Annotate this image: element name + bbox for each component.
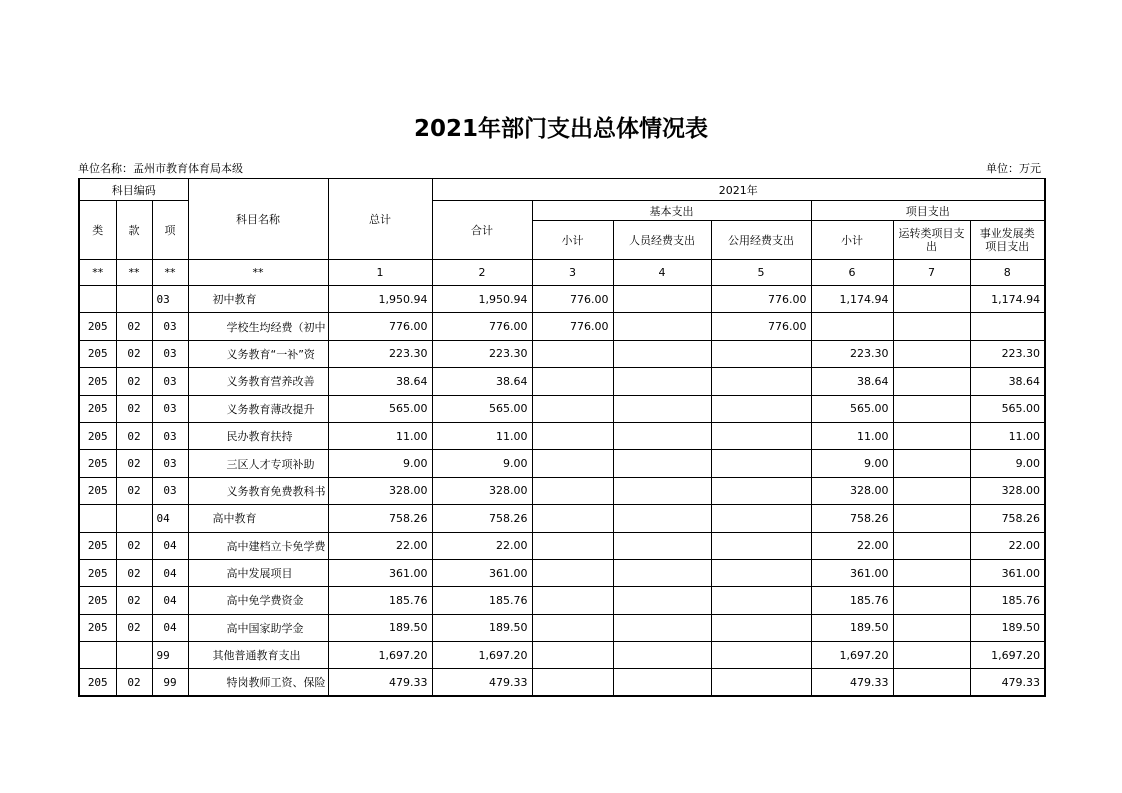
index-cell: 8 — [970, 260, 1045, 286]
cell-basic_sub: 776.00 — [532, 286, 613, 313]
cell-kuan — [116, 505, 152, 532]
cell-total: 223.30 — [328, 340, 432, 367]
cell-lei: 205 — [79, 340, 116, 367]
cell-basic_sub — [532, 587, 613, 614]
cell-kuan: 02 — [116, 368, 152, 395]
cell-sum: 776.00 — [432, 313, 532, 340]
cell-sum: 1,697.20 — [432, 642, 532, 669]
table-row — [79, 395, 1045, 422]
unit-label: 单位：万元 — [986, 162, 1041, 175]
cell-lei — [79, 642, 116, 669]
table-row — [79, 422, 1045, 449]
cell-basic_sub — [532, 340, 613, 367]
cell-transfer — [893, 559, 970, 586]
cell-dev: 565.00 — [970, 395, 1045, 422]
cell-sum: 185.76 — [432, 587, 532, 614]
cell-transfer — [893, 614, 970, 641]
cell-kuan: 02 — [116, 340, 152, 367]
table-row — [79, 286, 1045, 313]
cell-basic_sub — [532, 669, 613, 696]
cell-lei — [79, 286, 116, 313]
cell-xiang: 03 — [152, 368, 188, 395]
cell-xiang: 03 — [152, 340, 188, 367]
index-cell: ** — [188, 260, 328, 286]
cell-basic_sub — [532, 477, 613, 504]
cell-dev: 22.00 — [970, 532, 1045, 559]
cell-xiang: 04 — [152, 559, 188, 586]
cell-dev: 758.26 — [970, 505, 1045, 532]
cell-xiang: 04 — [152, 505, 188, 532]
cell-personnel — [613, 642, 711, 669]
cell-proj_sub — [811, 313, 893, 340]
cell-kuan: 02 — [116, 477, 152, 504]
cell-proj_sub: 189.50 — [811, 614, 893, 641]
header-kuan: 款 — [116, 201, 152, 260]
cell-sum: 758.26 — [432, 505, 532, 532]
cell-proj_sub: 361.00 — [811, 559, 893, 586]
cell-public — [711, 587, 811, 614]
cell-dev — [970, 313, 1045, 340]
cell-name: 义务教育营养改善 — [188, 368, 328, 395]
cell-total: 1,950.94 — [328, 286, 432, 313]
cell-total: 1,697.20 — [328, 642, 432, 669]
header-basic: 基本支出 — [532, 201, 811, 221]
cell-personnel — [613, 286, 711, 313]
table-row — [79, 340, 1045, 367]
header-public: 公用经费支出 — [711, 221, 811, 260]
table-row — [79, 642, 1045, 669]
cell-lei — [79, 505, 116, 532]
cell-proj_sub: 479.33 — [811, 669, 893, 696]
index-cell: 1 — [328, 260, 432, 286]
cell-lei: 205 — [79, 669, 116, 696]
cell-dev: 361.00 — [970, 559, 1045, 586]
cell-transfer — [893, 669, 970, 696]
index-cell: 3 — [532, 260, 613, 286]
cell-lei: 205 — [79, 422, 116, 449]
header-lei: 类 — [79, 201, 116, 260]
cell-transfer — [893, 477, 970, 504]
cell-transfer — [893, 368, 970, 395]
cell-sum: 328.00 — [432, 477, 532, 504]
cell-sum: 11.00 — [432, 422, 532, 449]
header-development: 事业发展类项目支出 — [970, 221, 1045, 260]
cell-lei: 205 — [79, 395, 116, 422]
cell-name: 高中教育 — [188, 505, 328, 532]
cell-kuan: 02 — [116, 669, 152, 696]
header-project-subtotal: 小计 — [811, 221, 893, 260]
cell-personnel — [613, 614, 711, 641]
cell-name: 义务教育免费教科书 — [188, 477, 328, 504]
unit-name: 单位名称：孟州市教育体育局本级 — [78, 162, 243, 175]
cell-xiang: 03 — [152, 395, 188, 422]
cell-public — [711, 477, 811, 504]
cell-dev: 1,174.94 — [970, 286, 1045, 313]
cell-personnel — [613, 422, 711, 449]
cell-kuan: 02 — [116, 532, 152, 559]
cell-name: 义务教育薄改提升 — [188, 395, 328, 422]
table-row — [79, 669, 1045, 696]
cell-personnel — [613, 669, 711, 696]
header-project: 项目支出 — [811, 201, 1045, 221]
cell-xiang: 03 — [152, 313, 188, 340]
cell-lei: 205 — [79, 368, 116, 395]
cell-public — [711, 368, 811, 395]
cell-total: 9.00 — [328, 450, 432, 477]
cell-xiang: 99 — [152, 669, 188, 696]
table-row — [79, 559, 1045, 586]
cell-sum: 9.00 — [432, 450, 532, 477]
index-cell: 5 — [711, 260, 811, 286]
header-personnel: 人员经费支出 — [613, 221, 711, 260]
cell-xiang: 04 — [152, 587, 188, 614]
cell-lei: 205 — [79, 559, 116, 586]
cell-lei: 205 — [79, 477, 116, 504]
cell-kuan: 02 — [116, 450, 152, 477]
cell-transfer — [893, 313, 970, 340]
index-cell: 4 — [613, 260, 711, 286]
table-row — [79, 477, 1045, 504]
cell-transfer — [893, 286, 970, 313]
cell-name: 三区人才专项补助 — [188, 450, 328, 477]
cell-basic_sub — [532, 450, 613, 477]
table-row — [79, 450, 1045, 477]
table-row — [79, 614, 1045, 641]
table-row — [79, 587, 1045, 614]
cell-xiang: 03 — [152, 422, 188, 449]
cell-public — [711, 614, 811, 641]
cell-proj_sub: 38.64 — [811, 368, 893, 395]
cell-total: 11.00 — [328, 422, 432, 449]
cell-basic_sub: 776.00 — [532, 313, 613, 340]
cell-total: 565.00 — [328, 395, 432, 422]
cell-dev: 1,697.20 — [970, 642, 1045, 669]
cell-basic_sub — [532, 395, 613, 422]
header-subject-code: 科目编码 — [79, 179, 188, 201]
cell-public — [711, 669, 811, 696]
cell-total: 758.26 — [328, 505, 432, 532]
cell-sum: 1,950.94 — [432, 286, 532, 313]
cell-public — [711, 395, 811, 422]
cell-xiang: 03 — [152, 477, 188, 504]
cell-kuan: 02 — [116, 422, 152, 449]
cell-name: 其他普通教育支出 — [188, 642, 328, 669]
index-row — [79, 260, 1045, 286]
cell-lei: 205 — [79, 450, 116, 477]
cell-total: 361.00 — [328, 559, 432, 586]
cell-personnel — [613, 532, 711, 559]
cell-transfer — [893, 505, 970, 532]
cell-sum: 189.50 — [432, 614, 532, 641]
index-cell: 7 — [893, 260, 970, 286]
cell-proj_sub: 185.76 — [811, 587, 893, 614]
cell-name: 民办教育扶持 — [188, 422, 328, 449]
cell-lei: 205 — [79, 614, 116, 641]
header-subject-name: 科目名称 — [188, 179, 328, 260]
cell-transfer — [893, 642, 970, 669]
cell-public — [711, 505, 811, 532]
cell-xiang: 04 — [152, 532, 188, 559]
table-row — [79, 505, 1045, 532]
cell-public — [711, 559, 811, 586]
cell-personnel — [613, 587, 711, 614]
cell-proj_sub: 9.00 — [811, 450, 893, 477]
cell-dev: 328.00 — [970, 477, 1045, 504]
cell-personnel — [613, 368, 711, 395]
cell-transfer — [893, 450, 970, 477]
cell-proj_sub: 328.00 — [811, 477, 893, 504]
cell-lei: 205 — [79, 313, 116, 340]
cell-total: 328.00 — [328, 477, 432, 504]
cell-xiang: 04 — [152, 614, 188, 641]
index-cell: ** — [116, 260, 152, 286]
header-transfer: 运转类项目支出 — [893, 221, 970, 260]
cell-transfer — [893, 532, 970, 559]
header-total: 总计 — [328, 179, 432, 260]
cell-sum: 38.64 — [432, 368, 532, 395]
cell-total: 479.33 — [328, 669, 432, 696]
cell-public — [711, 532, 811, 559]
cell-basic_sub — [532, 422, 613, 449]
cell-basic_sub — [532, 614, 613, 641]
cell-name: 义务教育“一补”资 — [188, 340, 328, 367]
cell-proj_sub: 1,697.20 — [811, 642, 893, 669]
cell-proj_sub: 11.00 — [811, 422, 893, 449]
header-year: 2021年 — [432, 179, 1045, 201]
table-row — [79, 368, 1045, 395]
cell-personnel — [613, 477, 711, 504]
cell-proj_sub: 565.00 — [811, 395, 893, 422]
cell-xiang: 99 — [152, 642, 188, 669]
table-row — [79, 313, 1045, 340]
cell-basic_sub — [532, 505, 613, 532]
cell-public: 776.00 — [711, 313, 811, 340]
cell-lei: 205 — [79, 587, 116, 614]
header-basic-subtotal: 小计 — [532, 221, 613, 260]
cell-total: 189.50 — [328, 614, 432, 641]
cell-personnel — [613, 559, 711, 586]
cell-dev: 38.64 — [970, 368, 1045, 395]
cell-kuan: 02 — [116, 559, 152, 586]
cell-personnel — [613, 340, 711, 367]
cell-name: 初中教育 — [188, 286, 328, 313]
cell-dev: 185.76 — [970, 587, 1045, 614]
cell-proj_sub: 22.00 — [811, 532, 893, 559]
cell-total: 776.00 — [328, 313, 432, 340]
cell-dev: 11.00 — [970, 422, 1045, 449]
cell-xiang: 03 — [152, 286, 188, 313]
cell-kuan: 02 — [116, 587, 152, 614]
page-title: 2021年部门支出总体情况表 — [413, 116, 708, 142]
cell-kuan: 02 — [116, 313, 152, 340]
cell-public — [711, 642, 811, 669]
cell-transfer — [893, 587, 970, 614]
cell-lei: 205 — [79, 532, 116, 559]
index-cell: 6 — [811, 260, 893, 286]
cell-total: 22.00 — [328, 532, 432, 559]
cell-transfer — [893, 395, 970, 422]
cell-name: 学校生均经费（初中 — [188, 313, 328, 340]
cell-total: 185.76 — [328, 587, 432, 614]
cell-total: 38.64 — [328, 368, 432, 395]
cell-kuan — [116, 642, 152, 669]
cell-kuan: 02 — [116, 614, 152, 641]
cell-name: 高中免学费资金 — [188, 587, 328, 614]
cell-dev: 479.33 — [970, 669, 1045, 696]
table-row — [79, 532, 1045, 559]
cell-name: 特岗教师工资、保险 — [188, 669, 328, 696]
cell-public: 776.00 — [711, 286, 811, 313]
cell-public — [711, 422, 811, 449]
cell-sum: 22.00 — [432, 532, 532, 559]
cell-public — [711, 450, 811, 477]
index-cell: ** — [79, 260, 116, 286]
cell-name: 高中发展项目 — [188, 559, 328, 586]
index-cell: 2 — [432, 260, 532, 286]
cell-kuan — [116, 286, 152, 313]
cell-personnel — [613, 313, 711, 340]
cell-kuan: 02 — [116, 395, 152, 422]
header-sum: 合计 — [432, 201, 532, 260]
table-body — [79, 286, 1045, 697]
cell-basic_sub — [532, 368, 613, 395]
cell-name: 高中建档立卡免学费 — [188, 532, 328, 559]
cell-transfer — [893, 422, 970, 449]
cell-basic_sub — [532, 532, 613, 559]
cell-name: 高中国家助学金 — [188, 614, 328, 641]
cell-public — [711, 340, 811, 367]
cell-personnel — [613, 395, 711, 422]
cell-sum: 361.00 — [432, 559, 532, 586]
cell-basic_sub — [532, 559, 613, 586]
cell-dev: 189.50 — [970, 614, 1045, 641]
cell-proj_sub: 758.26 — [811, 505, 893, 532]
expenditure-table — [78, 178, 1046, 697]
cell-xiang: 03 — [152, 450, 188, 477]
cell-basic_sub — [532, 642, 613, 669]
cell-personnel — [613, 505, 711, 532]
cell-dev: 223.30 — [970, 340, 1045, 367]
cell-sum: 479.33 — [432, 669, 532, 696]
cell-dev: 9.00 — [970, 450, 1045, 477]
cell-sum: 565.00 — [432, 395, 532, 422]
cell-transfer — [893, 340, 970, 367]
cell-proj_sub: 223.30 — [811, 340, 893, 367]
cell-personnel — [613, 450, 711, 477]
cell-proj_sub: 1,174.94 — [811, 286, 893, 313]
cell-sum: 223.30 — [432, 340, 532, 367]
header-xiang: 项 — [152, 201, 188, 260]
index-cell: ** — [152, 260, 188, 286]
